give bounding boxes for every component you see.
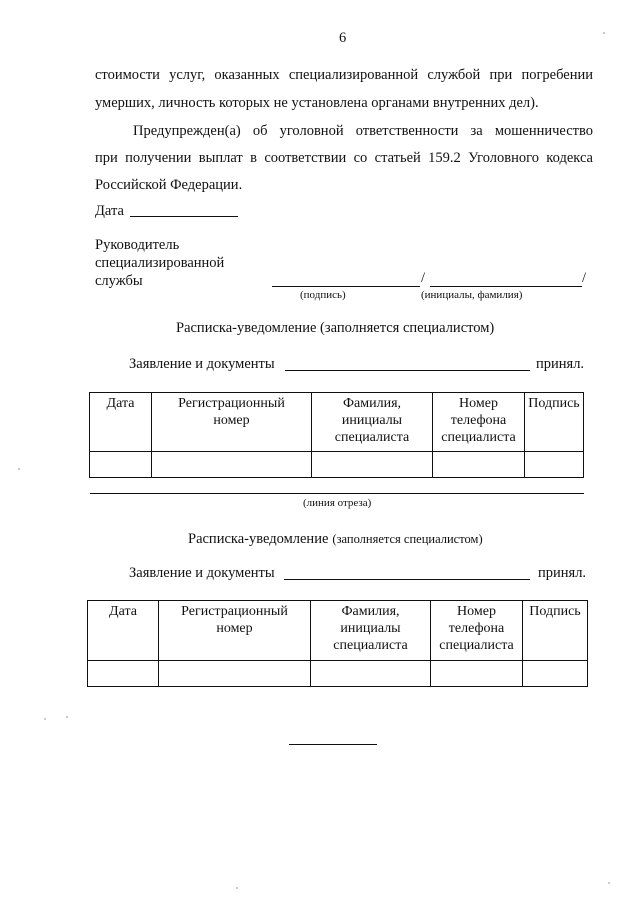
table-empty-row xyxy=(90,452,584,478)
table-header-row xyxy=(90,393,584,452)
initials-line xyxy=(430,286,582,287)
slash-separator-end: / xyxy=(582,270,587,286)
header-specialist-phone xyxy=(431,601,523,661)
header-date xyxy=(90,393,152,452)
cell-date[interactable] xyxy=(90,452,152,478)
receipt-1-accepted: принял. xyxy=(536,356,585,372)
header-name-text-3: специалиста xyxy=(334,430,410,445)
date-blank-line xyxy=(130,216,238,217)
head-title-line-2: специализированной xyxy=(95,255,225,271)
receipt-2-table xyxy=(87,600,588,687)
initials-caption: (инициалы, фамилия) xyxy=(421,289,523,301)
header-signature-text: Подпись xyxy=(529,604,581,619)
header-phone-text-2: телефона xyxy=(448,621,505,636)
header-date-text: Дата xyxy=(106,396,135,411)
cell-signature[interactable] xyxy=(523,661,588,687)
header-reg-number-text-2: номер xyxy=(213,413,250,428)
header-name-text-1: Фамилия, xyxy=(341,604,400,619)
receipt-1-title: Расписка-уведомление (заполняется специалистом) xyxy=(176,320,495,336)
header-name-text-2: инициалы xyxy=(341,413,403,428)
receipt-2-title-main: Расписка-уведомление xyxy=(188,531,329,547)
cell-specialist-phone[interactable] xyxy=(431,661,523,687)
head-title-line-1: Руководитель xyxy=(95,237,180,253)
header-reg-number-text-1: Регистрационный xyxy=(181,604,288,619)
receipt-2-title xyxy=(188,530,483,548)
header-signature xyxy=(525,393,584,452)
receipt-1-docs-line xyxy=(285,370,530,371)
scan-speck xyxy=(603,32,605,34)
header-name-text-1: Фамилия, xyxy=(342,396,402,411)
receipt-2-docs-label: Заявление и документы xyxy=(129,565,275,581)
receipt-1-docs-label: Заявление и документы xyxy=(129,356,275,372)
scan-speck xyxy=(66,716,68,718)
header-phone-text-2: телефона xyxy=(450,413,507,428)
scan-speck xyxy=(44,718,46,720)
cell-reg-number[interactable] xyxy=(152,452,312,478)
paragraph-1-line-2: умерших, личность которых не установлена органами внутренних дел). xyxy=(95,95,539,111)
header-phone-text-3: специалиста xyxy=(439,638,514,653)
header-specialist-phone xyxy=(433,393,525,452)
date-label: Дата xyxy=(95,203,124,219)
paragraph-2-line-1: Предупрежден(а) об уголовной ответственности за мошенничество xyxy=(133,123,593,139)
cell-specialist-name[interactable] xyxy=(311,661,431,687)
table-header-row xyxy=(88,601,588,661)
cell-date[interactable] xyxy=(88,661,159,687)
slash-separator: / xyxy=(421,270,426,286)
scan-speck xyxy=(236,887,238,889)
scan-speck xyxy=(608,882,610,884)
table-empty-row xyxy=(88,661,588,687)
header-signature xyxy=(523,601,588,661)
header-reg-number xyxy=(159,601,311,661)
cut-line-caption: (линия отреза) xyxy=(303,497,372,509)
header-reg-number xyxy=(152,393,312,452)
header-date-text: Дата xyxy=(109,604,137,619)
header-name-text-3: специалиста xyxy=(333,638,408,653)
header-reg-number-text-1: Регистрационный xyxy=(178,396,285,411)
header-name-text-2: инициалы xyxy=(340,621,401,636)
cut-line xyxy=(90,493,584,494)
header-specialist-name xyxy=(311,601,431,661)
receipt-2-accepted: принял. xyxy=(538,565,587,581)
header-reg-number-text-2: номер xyxy=(216,621,253,636)
paragraph-2-line-3: Российской Федерации. xyxy=(95,177,243,193)
scan-speck xyxy=(18,468,20,470)
header-phone-text-1: Номер xyxy=(457,604,496,619)
receipt-2-docs-line xyxy=(284,579,530,580)
end-rule xyxy=(289,744,377,745)
receipt-1-table xyxy=(89,392,584,478)
paragraph-2-line-2: при получении выплат в соответствии со статьей 159.2 Уголовного кодекса xyxy=(95,150,593,166)
signature-caption: (подпись) xyxy=(300,289,346,301)
header-specialist-name xyxy=(312,393,433,452)
cell-reg-number[interactable] xyxy=(159,661,311,687)
page-number: 6 xyxy=(339,30,347,46)
header-date xyxy=(88,601,159,661)
paragraph-1-line-1: стоимости услуг, оказанных специализированной службой при погребении xyxy=(95,67,593,83)
signature-line xyxy=(272,286,420,287)
header-phone-text-3: специалиста xyxy=(441,430,516,445)
cell-specialist-name[interactable] xyxy=(312,452,433,478)
head-title-line-3: службы xyxy=(95,273,143,289)
header-phone-text-1: Номер xyxy=(459,396,498,411)
cell-signature[interactable] xyxy=(525,452,584,478)
receipt-2-title-note: (заполняется специалистом) xyxy=(332,532,483,546)
header-signature-text: Подпись xyxy=(528,396,580,411)
cell-specialist-phone[interactable] xyxy=(433,452,525,478)
